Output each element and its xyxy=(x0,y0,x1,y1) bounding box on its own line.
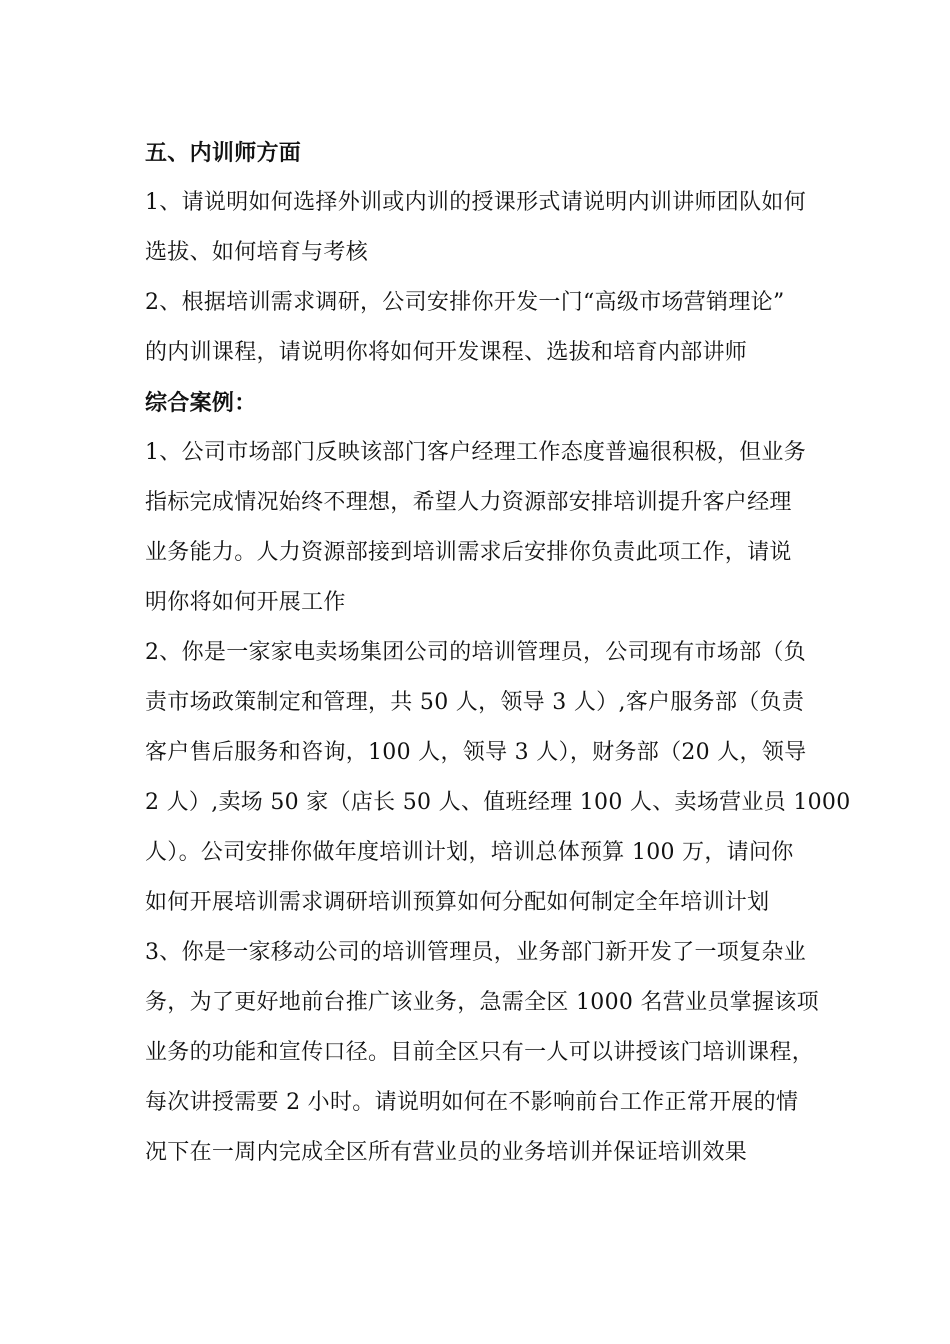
text-line: 2 人）,卖场 50 家（店长 50 人、值班经理 100 人、卖场营业员 1000 xyxy=(145,790,851,815)
text-line: 客户售后服务和咨询，100 人，领导 3 人），财务部（20 人，领导 xyxy=(145,740,807,765)
text-line: 如何开展培训需求调研培训预算如何分配如何制定全年培训计划 xyxy=(145,890,770,915)
text-line: 1、公司市场部门反映该部门客户经理工作态度普遍很积极，但业务 xyxy=(145,440,806,465)
text-line: 务，为了更好地前台推广该业务，急需全区 1000 名营业员掌握该项 xyxy=(145,990,819,1015)
section-heading: 五、内训师方面 xyxy=(145,140,302,166)
text-line: 1、请说明如何选择外训或内训的授课形式请说明内训讲师团队如何 xyxy=(145,190,806,215)
text-line: 的内训课程，请说明你将如何开发课程、选拔和培育内部讲师 xyxy=(145,340,748,365)
text-line: 每次讲授需要 2 小时。请说明如何在不影响前台工作正常开展的情 xyxy=(145,1090,799,1115)
text-line: 责市场政策制定和管理，共 50 人，领导 3 人）,客户服务部（负责 xyxy=(145,690,805,715)
text-line: 业务能力。人力资源部接到培训需求后安排你负责此项工作，请说 xyxy=(145,540,792,565)
text-line: 2、你是一家家电卖场集团公司的培训管理员，公司现有市场部（负 xyxy=(145,640,806,665)
text-line: 选拔、如何培育与考核 xyxy=(145,240,369,265)
text-line: 2、根据培训需求调研，公司安排你开发一门“高级市场营销理论” xyxy=(145,290,785,315)
text-line: 况下在一周内完成全区所有营业员的业务培训并保证培训效果 xyxy=(145,1140,748,1165)
text-line: 3、你是一家移动公司的培训管理员，业务部门新开发了一项复杂业 xyxy=(145,940,806,965)
document-page xyxy=(145,128,851,1178)
text-line: 指标完成情况始终不理想，希望人力资源部安排培训提升客户经理 xyxy=(145,490,792,515)
section-heading: 综合案例： xyxy=(145,390,257,416)
text-line: 明你将如何开展工作 xyxy=(145,590,346,615)
text-line: 人）。公司安排你做年度培训计划，培训总体预算 100 万，请问你 xyxy=(145,840,794,865)
text-line: 业务的功能和宣传口径。目前全区只有一人可以讲授该门培训课程， xyxy=(145,1040,815,1065)
